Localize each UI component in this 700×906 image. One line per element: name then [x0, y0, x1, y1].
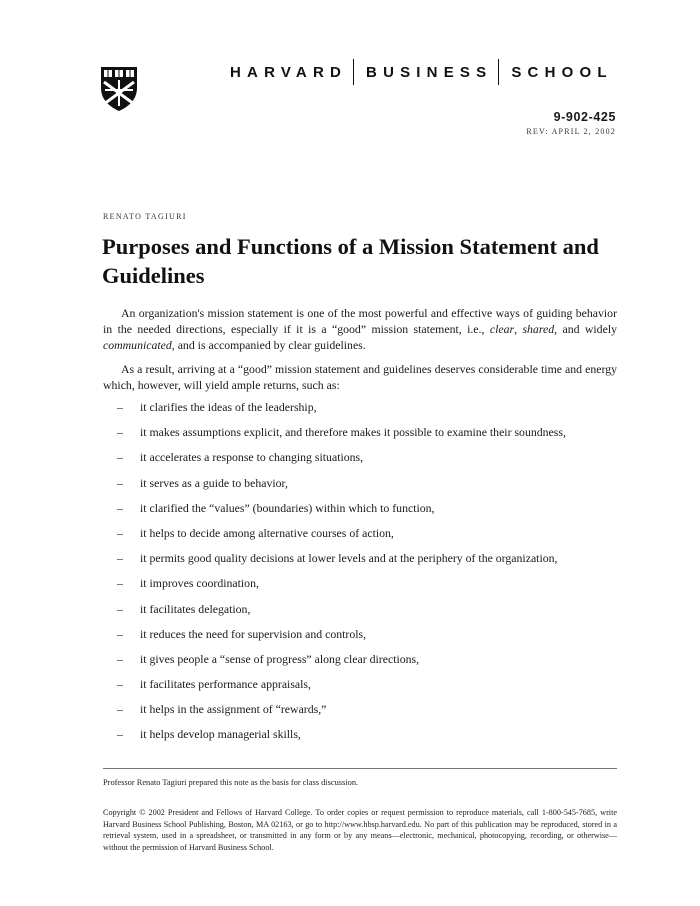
document-title: Purposes and Functions of a Mission Statement and Guidelines	[102, 234, 599, 288]
intro-paragraph	[103, 306, 617, 353]
list-item	[117, 450, 617, 475]
bullet-dash: –	[117, 400, 123, 414]
bullet-dash: –	[117, 601, 123, 616]
list-item	[117, 652, 617, 677]
author-name: RENATO TAGIURI	[103, 212, 187, 221]
list-item	[117, 602, 617, 627]
list-item-text: it accelerates a response to changing situations,	[140, 450, 364, 465]
masthead-separator	[353, 59, 354, 85]
hbs-shield-logo	[100, 66, 138, 112]
masthead-separator	[498, 59, 499, 85]
list-item-text: it improves coordination,	[140, 576, 259, 591]
bullet-dash: –	[117, 475, 123, 490]
revision-date: REV: APRIL 2, 2002	[526, 127, 616, 136]
list-item-text: it clarifies the ideas of the leadership,	[140, 400, 317, 414]
bullet-dash: –	[117, 677, 123, 692]
list-item	[117, 727, 617, 752]
intro-text-part: , and is accompanied by clear guidelines.	[171, 337, 366, 352]
intro-emphasis-clear: clear	[489, 321, 515, 336]
second-paragraph: As a result, arriving at a “good” mission statement and guidelines deserves considerable time and energy which, however, will yield ample returns, such as:	[103, 362, 617, 392]
list-item-text: it permits good quality decisions at lower levels and at the periphery of the organization,	[140, 551, 558, 566]
list-item	[117, 627, 617, 652]
bullet-dash: –	[117, 525, 123, 540]
list-item-text: it helps to decide among alternative courses of action,	[140, 525, 394, 540]
list-item-text: it makes assumptions explicit, and therefore makes it possible to examine their soundness,	[140, 425, 566, 440]
masthead-word-business: BUSINESS	[366, 63, 493, 81]
copyright-notice: Copyright © 2002 President and Fellows of Harvard College. To order copies or request permission to reproduce materials, call 1-800-545-7685, write Harvard Business School Publishing, Boston, MA 02163, or go to http://www.hbsp.harvard.edu. No part of this publication may be reproduced, stored in a retrieval system, used in a spreadsheet, or transmitted in any form or by any means—electronic, mechanical, photocopying, recording, or otherwise—without the permission of Harvard Business School.	[103, 808, 617, 852]
intro-emphasis-communicated: communicated	[103, 337, 172, 352]
bullet-dash: –	[117, 727, 123, 742]
bullet-dash: –	[117, 551, 123, 566]
bullet-dash: –	[117, 576, 123, 591]
list-item	[117, 702, 617, 727]
list-item	[117, 400, 617, 425]
list-item	[117, 476, 617, 501]
list-item-text: it serves as a guide to behavior,	[140, 475, 288, 490]
intro-text-part: An organization's mission statement is one of the most powerful and effective ways of guiding behavior in the needed directions, especially if it is a “good” mission statement, i.e.,	[103, 306, 617, 336]
list-item-text: it facilitates delegation,	[140, 601, 251, 616]
list-item-text: it helps develop managerial skills,	[140, 727, 301, 742]
bullet-dash: –	[117, 702, 123, 717]
list-item-text: it facilitates performance appraisals,	[140, 677, 311, 692]
list-item	[117, 526, 617, 551]
intro-text-part: ,	[514, 321, 523, 336]
bullet-dash: –	[117, 500, 123, 515]
intro-text-part: , and widely	[554, 321, 617, 336]
list-item-text: it clarified the “values” (boundaries) within which to function,	[140, 500, 435, 515]
intro-emphasis-shared: shared	[522, 321, 555, 336]
bullet-dash: –	[117, 425, 123, 440]
masthead-word-school: SCHOOL	[511, 63, 613, 81]
list-item	[117, 501, 617, 526]
list-item-text: it reduces the need for supervision and controls,	[140, 626, 367, 641]
bullet-dash: –	[117, 450, 123, 465]
bullet-dash: –	[117, 626, 123, 641]
list-item	[117, 551, 617, 576]
list-item-text: it gives people a “sense of progress” along clear directions,	[140, 651, 420, 666]
list-item	[117, 576, 617, 601]
masthead-word-harvard: HARVARD	[230, 63, 348, 81]
bullet-dash: –	[117, 651, 123, 666]
author-footnote: Professor Renato Tagiuri prepared this note as the basis for class discussion.	[103, 778, 359, 787]
list-item-text: it helps in the assignment of “rewards,”	[140, 702, 327, 717]
document-number: 9-902-425	[553, 110, 616, 124]
benefits-list	[117, 400, 617, 753]
footnote-divider	[103, 768, 617, 769]
list-item	[117, 425, 617, 450]
masthead	[230, 58, 618, 86]
list-item	[117, 677, 617, 702]
